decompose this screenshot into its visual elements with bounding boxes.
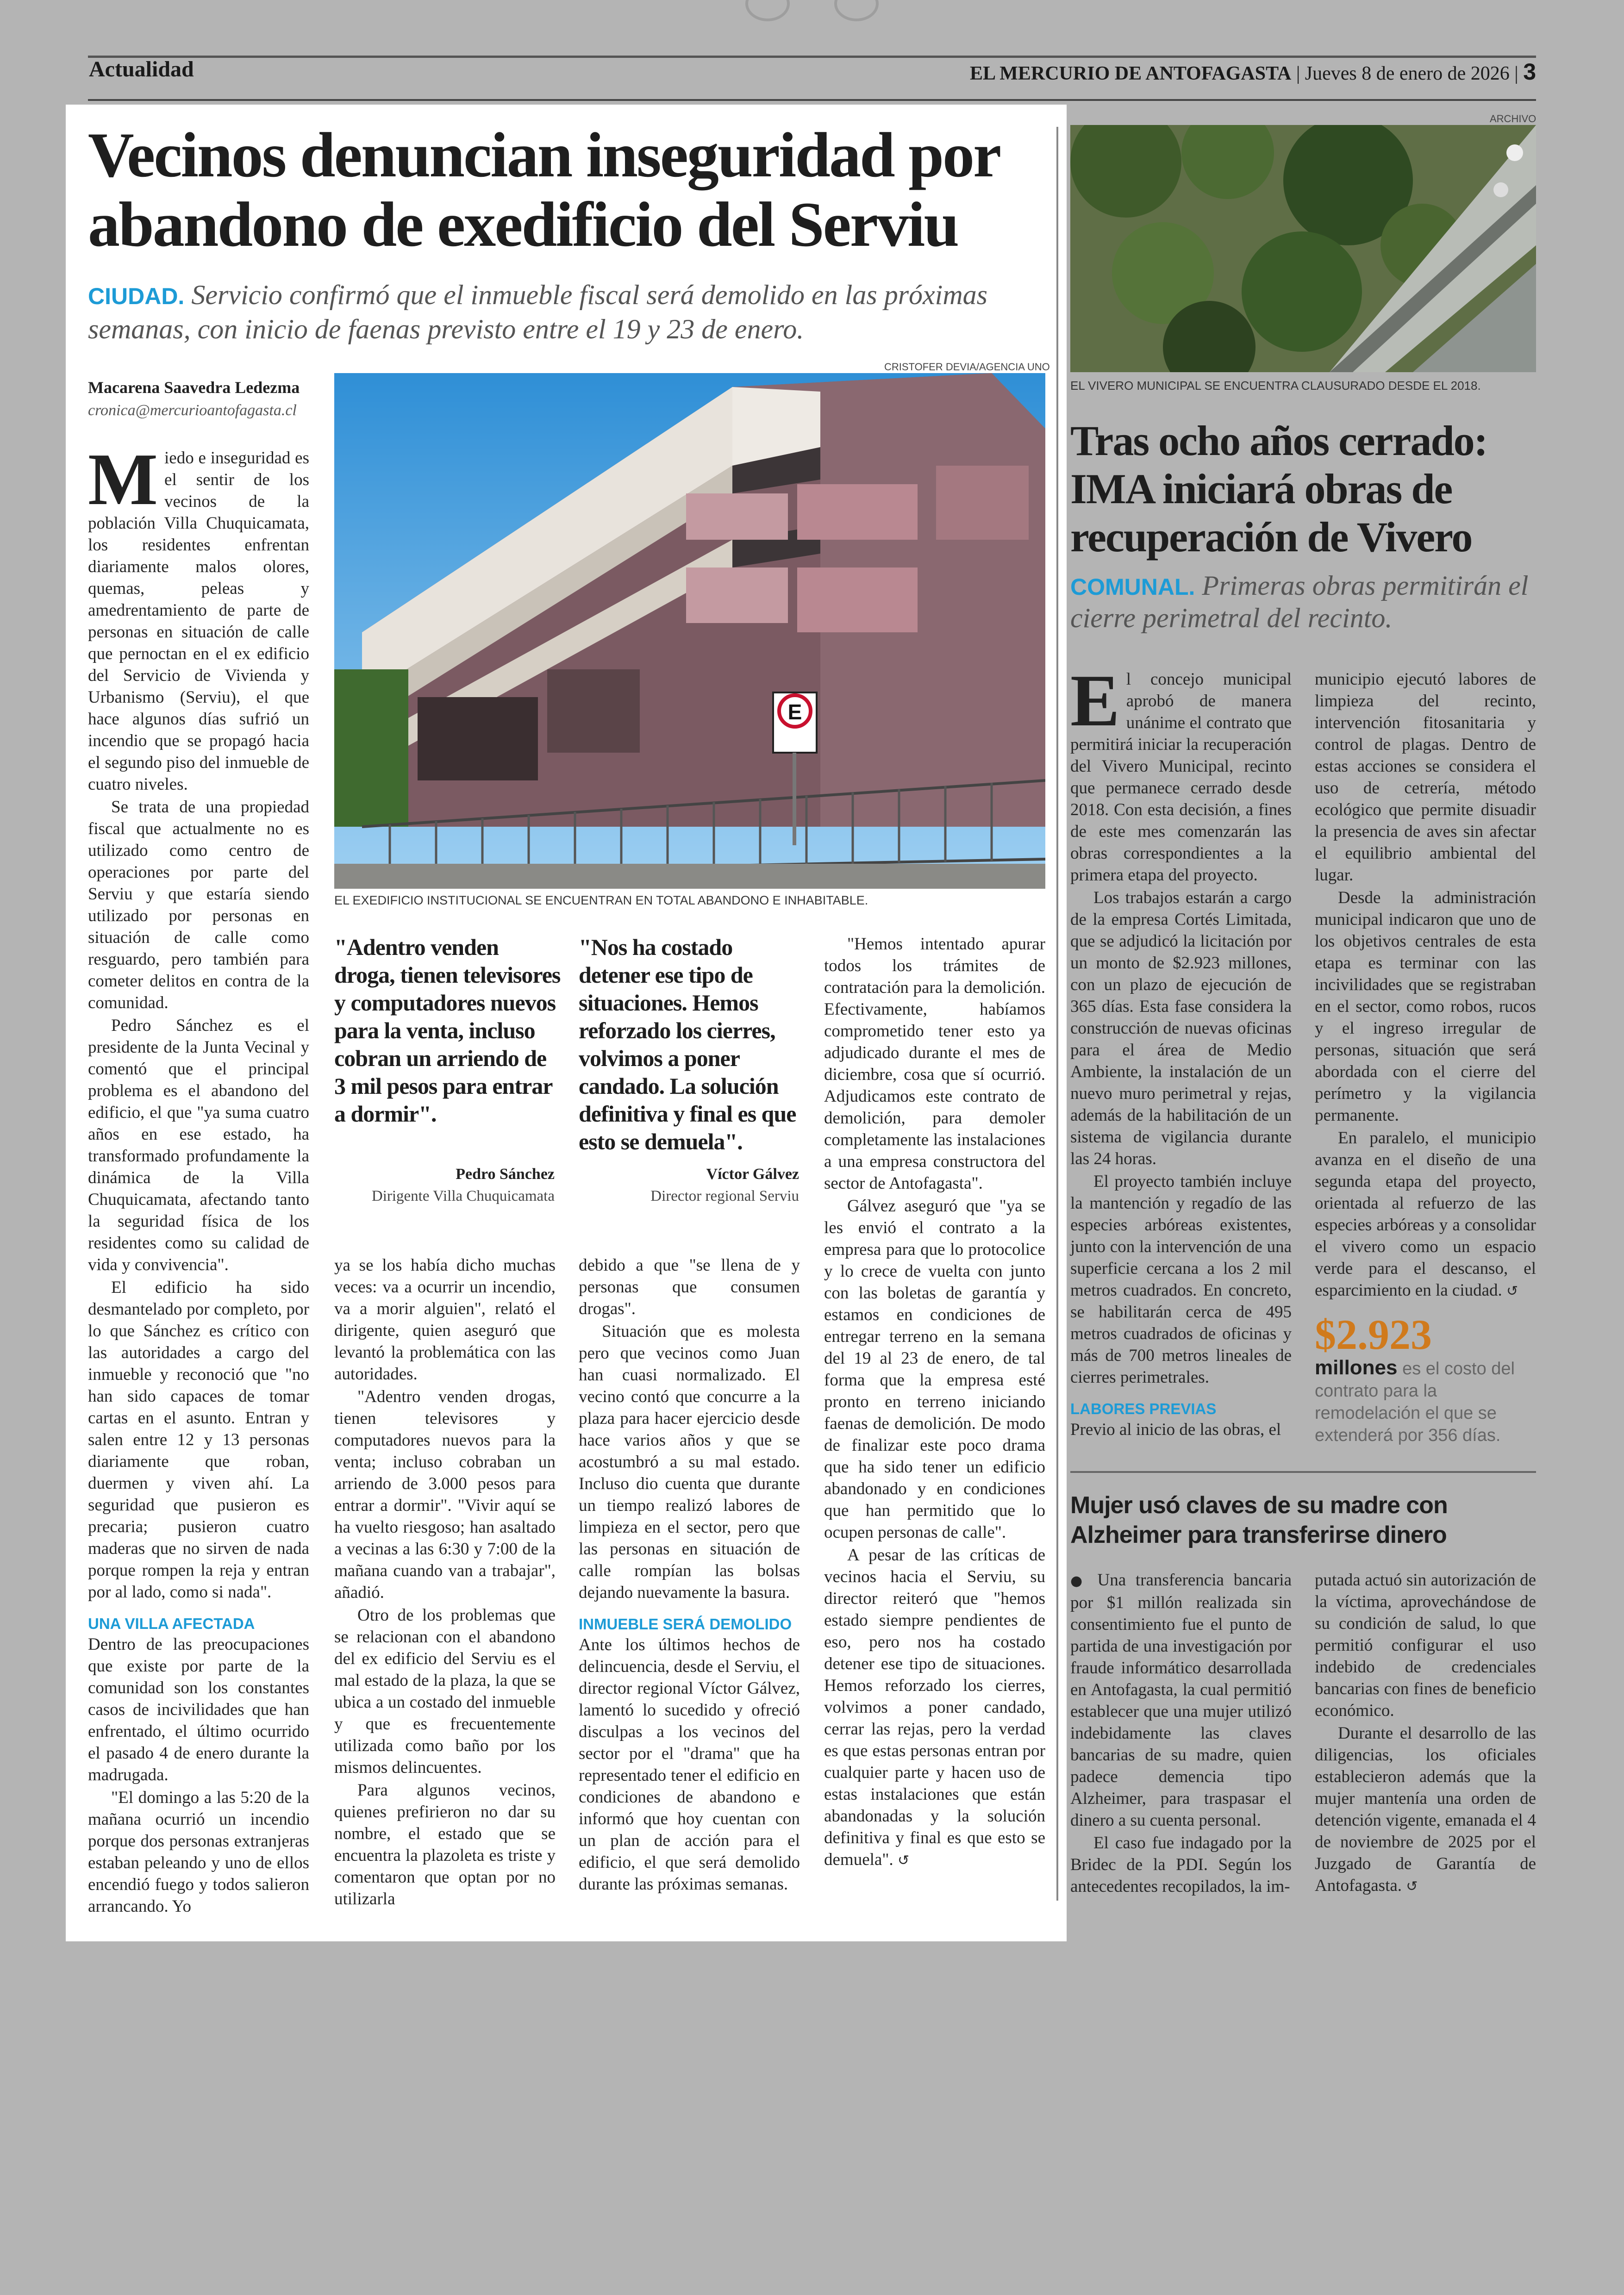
building-photo — [334, 373, 1045, 889]
archive-credit: ARCHIVO — [1490, 113, 1537, 125]
fact-box — [1315, 1356, 1537, 1447]
brief-column-2 — [1315, 1569, 1536, 1898]
paragraph: Desde la administración municipal indicaron que uno de los objetivos centrales de esta etapa es terminar con las incivilidades que se registraban en el sector, como robos, rucos y el ingreso irregular de personas, situación que será abordada con el cierre del perímetro y la vigilancia permanente. — [1315, 888, 1536, 1125]
paragraph: Gálvez aseguró que "ya se les envió el contrato a la empresa para que lo protocolice y lo crece de vuelta con junto con las boletas de garantía y estamos en condiciones de entregar terreno en la semana del 19 al 23 de enero, de tal forma que la empresa esté pronto en terreno iniciando faenas de demolición. De modo de finalizar este poco drama que ha sido tener un edificio abandonado y en condiciones que han permitido que lo ocupen personas de calle". — [824, 1197, 1045, 1542]
vivero-headline: Tras ocho años cerrado: IMA iniciará obras de recuperación de Vivero — [1070, 417, 1487, 561]
paragraph — [1315, 1127, 1536, 1302]
page-nav-prev-icon[interactable] — [745, 0, 790, 21]
section-label: Actualidad — [89, 57, 194, 81]
deck-text: Primeras obras permitirán el cierre perimetral del recinto. — [1070, 570, 1529, 633]
fact-unit: millones — [1315, 1356, 1398, 1379]
newspaper-name: EL MERCURIO DE ANTOFAGASTA — [970, 63, 1292, 84]
byline: Macarena Saavedra Ledezma — [88, 378, 300, 397]
photo-credit: CRISTOFER DEVIA/AGENCIA UNO — [884, 361, 1050, 373]
vivero-column-2 — [1315, 668, 1536, 1303]
fact-text: es el costo del contrato para la remodelación el que se extenderá por 356 días. — [1315, 1359, 1515, 1445]
main-column-3 — [579, 1254, 800, 1896]
paragraph-text: Una transferencia bancaria por $1 millón realizada sin consentimiento fue el punto de partida de una investigación por fraude informático desarrollada en Antofagasta, la cual permitió establecer que una mujer utilizó indebidamente las claves bancarias de su madre, quien padece demencia tipo Alzheimer, para traspasar el dinero a su cuenta personal. — [1070, 1571, 1292, 1830]
column-divider — [1056, 127, 1058, 1901]
main-column-4 — [824, 933, 1045, 1872]
paragraph: municipio ejecutó labores de limpieza del recinto, intervención fitosanitaria y control de plagas. Dentro de estas acciones se considera el uso de cetrería, método ecológico que permite disuadir la presencia de aves sin afectar el equilibrio ambiental del lugar. — [1315, 670, 1536, 885]
quote-1-author: Pedro Sánchez — [456, 1166, 555, 1183]
main-deck — [88, 278, 1051, 346]
end-of-article-icon: ↺ — [1506, 1283, 1518, 1299]
paragraph — [88, 438, 309, 795]
issue-date: Jueves 8 de enero de 2026 — [1305, 63, 1510, 84]
paragraph: Para algunos vecinos, quienes prefirieron no dar su nombre, el estado que se encuentra la plazoleta es triste y comentaron que optan por no utilizarla — [334, 1781, 556, 1908]
end-of-article-icon: ↺ — [897, 1852, 910, 1869]
end-of-article-icon: ↺ — [1406, 1878, 1418, 1895]
brief-column-1 — [1070, 1569, 1292, 1898]
paragraph-text: Durante el desarrollo de las diligencias, los oficiales establecieron además que la mujer mantenía una orden de detención vigente, emanada el 4 de noviembre de 2025 por el Juzgado de Garantía de Antofagasta. — [1315, 1724, 1536, 1895]
quote-1-role: Dirigente Villa Chuquicamata — [371, 1188, 555, 1204]
paragraph: "Adentro venden drogas, tienen televisores y computadores nuevos para la venta; incluso cobraban un arriendo de 3.000 pesos para entrar a dormir". "Vivir aquí se ha vuelto riesgoso; han asaltado a vecinas a las 6:30 y 7:00 de la mañana cuando van a trabajar", añadió. — [334, 1387, 556, 1602]
paragraph: Otro de los problemas que se relacionan con el abandono del ex edificio del Serviu es el mal estado de la plaza, la que se ubica a un costado del inmueble y que es frecuentemente utilizada como baño por los mismos delincuentes. — [334, 1606, 556, 1777]
paragraph: Pedro Sánchez es el presidente de la Junta Vecinal y comentó que el principal problema es el abandono del edificio, el que "ya suma cuatro años en ese estado, ha transformado profundamente la dinámica de la Villa Chuquicamata, afectando tanto la seguridad física de los residentes como su calidad de vida y convivencia". — [88, 1016, 309, 1274]
subheading: LABORES PREVIAS — [1070, 1400, 1217, 1417]
paragraph: debido a que "se llena de y personas que consumen drogas". — [579, 1256, 800, 1318]
paragraph — [1070, 659, 1292, 886]
kicker-ciudad: CIUDAD. — [88, 283, 185, 309]
paragraph-text: A pesar de las críticas de vecinos hacia el Serviu, su director reiteró que "hemos estado siempre pendientes de eso, pero nos ha costado detener ese tipo de situaciones. Hemos reforzado los cierres, volvimos a poner candado, cerrar las rejas, pero la verdad es que estas personas entran por cualquier parte y hacen uso de estas instalaciones que están abandonadas y la solución definitiva y final es que esto se demuela". — [824, 1546, 1045, 1869]
pull-quote-2: "Nos ha costado detener ese tipo de situaciones. Hemos reforzado los cierres, volvimos a poner candado. La solución definitiva y final es que esto se demuela". — [579, 934, 796, 1154]
vivero-caption: EL VIVERO MUNICIPAL SE ENCUENTRA CLAUSURADO DESDE EL 2018. — [1070, 379, 1481, 393]
paragraph: putada actuó sin autorización de la víctima, aprovechándose de su condición de salud, lo que permitió configurar el uso indebido de credenciales bancarias con fines de beneficio económico. — [1315, 1571, 1536, 1720]
subheading: UNA VILLA AFECTADA — [88, 1615, 255, 1632]
drop-cap: M — [88, 438, 158, 520]
vivero-column-1 — [1070, 659, 1292, 1441]
paragraph: "El domingo a las 5:20 de la mañana ocurrió un incendio porque dos personas extranjeras estaban peleando y uno de ellos encendió fuego y todos salieron arrancando. Yo — [88, 1788, 309, 1916]
paragraph-text: iedo e inseguridad es el sentir de los vecinos de la población Villa Chuquicamata, los residentes enfrentan diariamente malos olores, quemas, peleas y amedrentamiento de parte de personas en situación de calle que pernoctan en el ex edificio del Servicio de Vivienda y Urbanismo (Serviu), el que hace algunos días sufrió un incendio que se propagó hacia el segundo piso del inmueble de cuatro niveles. — [88, 449, 309, 794]
brief-headline: Mujer usó claves de su madre con Alzheimer para transferirse dinero — [1070, 1492, 1448, 1548]
no-parking-sign-letter: E — [787, 700, 802, 724]
page-header-info: EL MERCURIO DE ANTOFAGASTA | Jueves 8 de enero de 2026 | 3 — [970, 59, 1536, 85]
drop-cap: E — [1070, 659, 1120, 742]
quote-2-author: Víctor Gálvez — [706, 1166, 799, 1183]
main-column-1 — [88, 438, 309, 1918]
header-rule — [88, 99, 1536, 101]
bullet-icon: ● — [1070, 1573, 1088, 1589]
main-headline — [88, 120, 1051, 259]
paragraph: Ante los últimos hechos de delincuencia, desde el Serviu, el director regional Víctor Gálvez, lamentó lo sucedido y ofreció disculpas a los vecinos del sector por el "drama" que ha representado tener el edificio en condiciones de abandono e informó que hoy cuentan con un plan de acción para el edificio, el que será demolido durante las próximas semanas. — [579, 1635, 800, 1894]
paragraph: Los trabajos estarán a cargo de la empresa Cortés Limitada, que se adjudicó la licitación por un monto de $2.923 millones, con un plazo de ejecución de 365 días. Esta fase considera la construcción de nuevas oficinas para el área de Medio Ambiente, la instalación de un nuevo muro perimetral y rejas, además de la habilitación de un sistema de vigilancia durante las 24 horas. — [1070, 888, 1292, 1168]
fact-number: $2.923 — [1315, 1311, 1432, 1358]
paragraph-text: l concejo municipal aprobó de manera unánime el contrato que permitirá iniciar la recuperación del Vivero Municipal, recinto que permanece cerrado desde 2018. Con esta decisión, a fines de este mes comenzarán las obras correspondientes a la primera etapa del proyecto. — [1070, 670, 1292, 885]
brief-rule — [1070, 1471, 1536, 1473]
deck-text: Servicio confirmó que el inmueble fiscal será demolido en las próximas semanas, con inicio de faenas previsto entre el 19 y 23 de enero. — [88, 280, 988, 344]
photo-caption: EL EXEDIFICIO INSTITUCIONAL SE ENCUENTRAN EN TOTAL ABANDONO E INHABITABLE. — [334, 893, 868, 907]
paragraph: El caso fue indagado por la Bridec de la PDI. Según los antecedentes recopilados, la im- — [1070, 1834, 1292, 1896]
headline-line-1: Vecinos denuncian inseguridad por — [88, 119, 1000, 190]
top-rule — [88, 56, 1536, 58]
paragraph: Se trata de una propiedad fiscal que actualmente no es utilizado como centro de operaciones por parte del Serviu y que estaría siendo utilizado por personas en situación de calle como resguardo, pero también para cometer delitos en contra de la comunidad. — [88, 798, 309, 1012]
paragraph: Dentro de las preocupaciones que existe por parte de la comunidad son los constantes casos de incivilidades que han enfrentado, el último ocurrido el pasado 4 de enero durante la madrugada. — [88, 1635, 309, 1784]
paragraph: Situación que es molesta pero que vecinos como Juan han cuasi normalizado. El vecino contó que concurre a la plaza para hacer ejercicio desde hace varios años y que se acostumbró a su mal estado. Incluso dio cuenta que durante un tiempo realizó labores de limpieza en el sector, pero que las personas en situación de calle rompían las bolsas dejando nuevamente la basura. — [579, 1322, 800, 1602]
paragraph: El proyecto también incluye la mantención y regadío de las especies arbóreas existentes, junto con la intervención de una superficie cercana a los 2 mil metros cuadrados. En concreto, se habilitarán cerca de 495 metros cuadrados de oficinas y más de 700 metros lineales de cierres perimetrales. — [1070, 1172, 1292, 1387]
page-nav-next-icon[interactable] — [834, 0, 879, 21]
paragraph — [824, 1544, 1045, 1871]
paragraph: El edificio ha sido desmantelado por completo, por lo que Sánchez es crítico con las autoridades a cargo del inmueble y reconoció que "no han sido capaces de tomar cartas en el asunto. Entran y salen entre 12 y 13 personas diariamente que roban, duermen y viven ahí. La seguridad que pusieron es precaria; pusieron cuatro maderas que no sirven de nada porque rompen la reja y entran por al lado, como si nada". — [88, 1278, 309, 1602]
paragraph: "Hemos intentado apurar todos los trámites de contratación para la demolición. Efectivamente, habíamos comprometido tener esto ya adjudicado durante el mes de diciembre, cosa que sí ocurrió. Adjudicamos este contrato de demolición, para demoler completamente las instalaciones a una empresa constructora del sector de Antofagasta". — [824, 935, 1045, 1193]
subheading: INMUEBLE SERÁ DEMOLIDO — [579, 1615, 792, 1633]
main-column-2 — [334, 1254, 556, 1911]
pull-quote-1: "Adentro venden droga, tienen televisores y computadores nuevos para la venta, incluso cobran un arriendo de 3 mil pesos para entrar a dormir". — [334, 934, 561, 1127]
paragraph-text: En paralelo, el municipio avanza en el diseño de una segunda etapa del proyecto, orientada al refuerzo de las especies arbóreas y a consolidar el vivero como un espacio verde para el descanso, el esparcimiento en la ciudad. — [1315, 1129, 1536, 1300]
page-number: 3 — [1523, 59, 1536, 85]
vivero-photo — [1070, 125, 1536, 372]
paragraph — [1070, 1569, 1292, 1831]
paragraph: ya se los había dicho muchas veces: va a ocurrir un incendio, va a morir alguien", relató el dirigente, quien aseguró que levantó la problemática con las autoridades. — [334, 1256, 556, 1384]
quote-2-role: Director regional Serviu — [650, 1188, 799, 1204]
author-email: cronica@mercurioantofagasta.cl — [88, 402, 297, 419]
paragraph — [1315, 1722, 1536, 1897]
kicker-comunal: COMUNAL. — [1070, 574, 1195, 600]
headline-line-2: abandono de exedificio del Serviu — [88, 189, 958, 260]
paragraph: Previo al inicio de las obras, el — [1070, 1420, 1281, 1439]
vivero-deck — [1070, 569, 1533, 634]
